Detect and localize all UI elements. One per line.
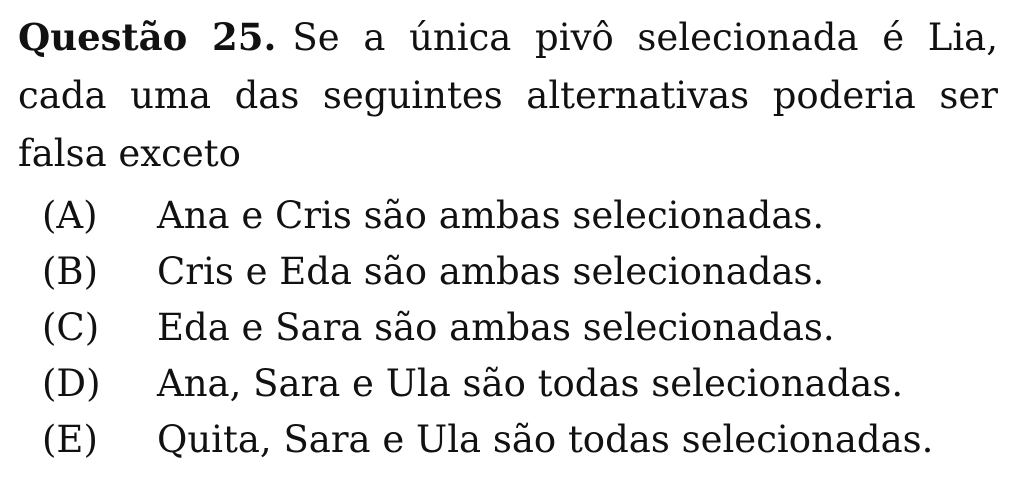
- option-text: Quita, Sara e Ula são todas selecionadas.: [157, 418, 934, 461]
- option-letter: (C): [42, 306, 100, 349]
- option-d[interactable]: [42, 356, 933, 412]
- option-e[interactable]: [42, 412, 933, 468]
- question-text: Se a única pivô selecionada é Lia, cada uma das seguintes alternativas poderia ser falsa exceto: [18, 16, 998, 175]
- option-letter: (E): [42, 418, 98, 461]
- option-text: Eda e Sara são ambas selecionadas.: [157, 306, 835, 349]
- option-c[interactable]: [42, 300, 933, 356]
- option-letter: (A): [42, 194, 98, 237]
- option-text: Ana e Cris são ambas selecionadas.: [157, 194, 825, 237]
- option-b[interactable]: [42, 244, 933, 300]
- option-text: Cris e Eda são ambas selecionadas.: [157, 250, 825, 293]
- option-a[interactable]: [42, 188, 933, 244]
- option-letter: (B): [42, 250, 99, 293]
- option-letter: (D): [42, 362, 101, 405]
- answer-options: [42, 188, 933, 468]
- question-stem: [18, 8, 998, 183]
- question-label: Questão 25.: [18, 15, 277, 59]
- option-text: Ana, Sara e Ula são todas selecionadas.: [157, 362, 904, 405]
